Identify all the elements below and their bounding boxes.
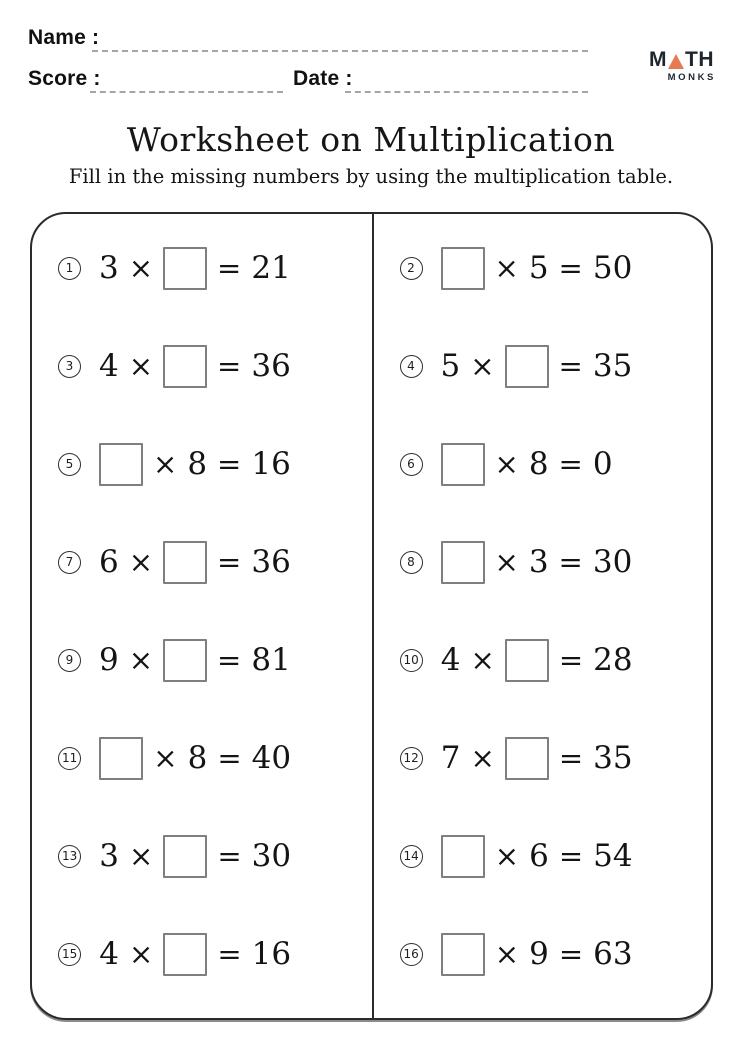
result-text: 36 [251,347,291,384]
problem-row [374,513,712,611]
name-label: Name : [28,26,100,49]
result-text: 0 [592,445,613,482]
result-text: 54 [593,837,633,874]
factor-text: 4 [99,347,119,384]
equation [99,835,291,878]
problem-number-badge: 6 [400,453,423,476]
equation [99,345,291,388]
logo-word-end: TH [685,48,714,71]
answer-box[interactable] [505,639,549,682]
equals-sign: = [217,544,242,579]
equation [99,737,291,780]
problems-column-left [32,214,372,1018]
answer-box[interactable] [163,345,207,388]
logo-word-start: M [649,48,667,71]
problem-number-badge: 1 [58,257,81,280]
math-monks-logo [649,49,714,83]
problem-row [374,807,712,905]
result-text: 16 [251,445,291,482]
equals-sign: = [217,740,242,775]
result-text: 40 [251,739,292,776]
result-text: 30 [251,837,292,874]
times-sign: × [128,544,154,579]
equation [441,541,633,584]
factor-text: 5 [440,347,461,384]
score-label: Score : [28,67,101,90]
equals-sign: = [558,642,584,677]
answer-box[interactable] [441,443,485,486]
equals-sign: = [217,838,242,873]
page-title: Worksheet on Multiplication [126,120,616,159]
answer-box[interactable] [441,541,485,584]
factor-text: 5 [528,249,549,286]
times-sign: × [470,740,495,775]
equation [441,835,633,878]
problem-number-badge: 11 [58,747,81,770]
equation [99,541,291,584]
equation [441,737,633,780]
equation [99,247,291,290]
answer-box[interactable] [505,737,549,780]
problem-row [374,317,712,415]
answer-box[interactable] [163,639,207,682]
equation [441,639,633,682]
times-sign: × [494,250,519,285]
problem-number-badge: 4 [400,355,423,378]
result-text: 36 [251,543,291,580]
problem-number-badge: 10 [400,649,423,672]
problem-number-badge: 5 [58,453,81,476]
problems-column-right [372,214,712,1018]
date-label: Date : [293,67,353,90]
logo-wordmark [649,49,714,70]
result-text: 28 [593,641,633,678]
times-sign: × [470,348,495,383]
problem-number-badge: 7 [58,551,81,574]
date-input-line[interactable] [345,91,588,93]
result-text: 81 [251,641,291,678]
factor-text: 3 [528,543,549,580]
times-sign: × [153,740,178,775]
times-sign: × [129,936,154,971]
problem-row [32,905,372,1003]
problem-row [32,317,372,415]
result-text: 35 [593,739,633,776]
times-sign: × [494,446,519,481]
equals-sign: = [217,936,242,971]
problem-row [32,807,372,905]
equation [441,933,633,976]
problem-number-badge: 9 [58,649,81,672]
equals-sign: = [558,740,584,775]
problem-row [32,219,372,317]
score-input-line[interactable] [90,91,283,93]
equals-sign: = [217,642,242,677]
equation [99,639,291,682]
factor-text: 6 [529,837,549,874]
equation [99,443,291,486]
factor-text: 4 [99,935,120,972]
problem-row [374,415,712,513]
equation [99,933,291,976]
factor-text: 3 [99,837,120,874]
problem-row [32,513,372,611]
equation [441,345,633,388]
times-sign: × [494,838,520,873]
equation [441,247,633,290]
result-text: 35 [592,347,633,384]
times-sign: × [129,838,154,873]
times-sign: × [470,642,495,677]
factor-text: 9 [529,935,549,972]
factor-text: 6 [99,543,119,580]
answer-box[interactable] [163,835,207,878]
result-text: 50 [592,249,633,286]
answer-box[interactable] [163,933,207,976]
equals-sign: = [558,348,583,383]
answer-box[interactable] [163,541,207,584]
problem-number-badge: 15 [58,943,81,966]
times-sign: × [494,544,519,579]
problem-row [374,905,712,1003]
answer-box[interactable] [99,737,143,780]
result-text: 30 [592,543,633,580]
problem-row [32,709,372,807]
answer-box[interactable] [441,247,485,290]
problem-row [32,611,372,709]
factor-text: 8 [187,445,208,482]
problem-number-badge: 16 [400,943,423,966]
equals-sign: = [558,250,583,285]
times-sign: × [494,936,520,971]
problem-number-badge: 8 [400,551,423,574]
result-text: 63 [593,935,633,972]
equals-sign: = [558,838,584,873]
factor-text: 8 [187,739,208,776]
answer-box[interactable] [441,933,485,976]
result-text: 16 [251,935,292,972]
problem-number-badge: 2 [400,257,423,280]
equals-sign: = [217,446,242,481]
equals-sign: = [217,250,242,285]
problem-number-badge: 13 [58,845,81,868]
result-text: 21 [251,249,291,286]
answer-box[interactable] [163,247,207,290]
factor-text: 3 [99,249,119,286]
answer-box[interactable] [441,835,485,878]
problems-container [30,212,713,1020]
problem-number-badge: 3 [58,355,81,378]
equals-sign: = [558,936,584,971]
times-sign: × [128,348,154,383]
factor-text: 9 [99,641,119,678]
factor-text: 8 [528,445,549,482]
problem-row [32,415,372,513]
factor-text: 4 [440,641,461,678]
equation [441,443,613,486]
logo-triangle-icon [668,54,684,69]
equals-sign: = [558,544,583,579]
instructions: Fill in the missing numbers by using the multiplication table. [68,165,674,188]
name-input-line[interactable] [92,50,588,52]
times-sign: × [128,250,154,285]
answer-box[interactable] [99,443,143,486]
problem-row [374,219,712,317]
problem-number-badge: 14 [400,845,423,868]
equals-sign: = [217,348,242,383]
problem-row [374,709,712,807]
logo-subtext: MONKS [667,72,716,83]
problem-number-badge: 12 [400,747,423,770]
problem-row [374,611,712,709]
factor-text: 7 [440,739,461,776]
answer-box[interactable] [505,345,549,388]
times-sign: × [128,642,154,677]
equals-sign: = [558,446,583,481]
times-sign: × [153,446,178,481]
